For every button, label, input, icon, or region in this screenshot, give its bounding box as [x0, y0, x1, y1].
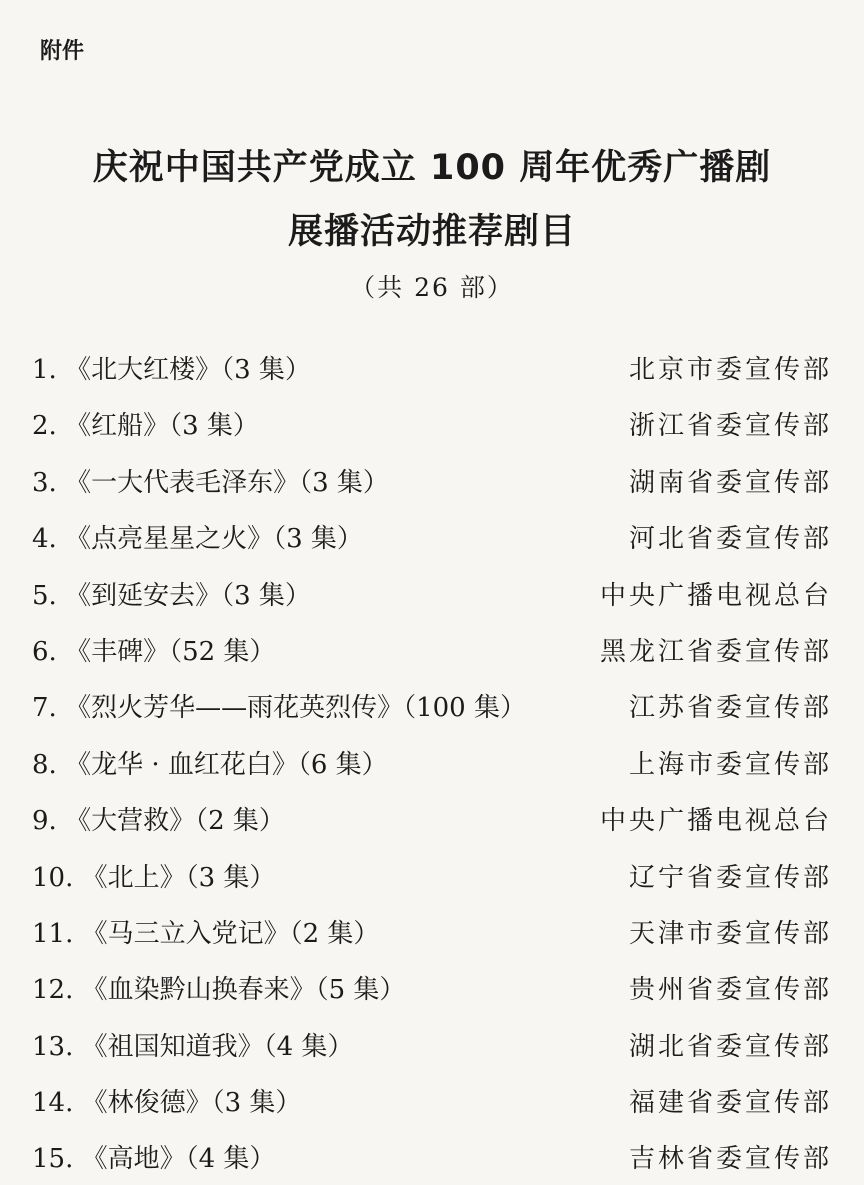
- list-item: [32, 461, 832, 517]
- program-organization: 福建省委宣传部: [628, 1088, 832, 1119]
- list-item: [32, 574, 832, 630]
- program-organization: 天津市委宣传部: [628, 918, 832, 949]
- item-count-subtitle: （共 26 部）: [350, 273, 514, 302]
- list-item: [32, 1137, 832, 1185]
- program-title: 3. 《一大代表毛泽东》（3 集）: [32, 467, 389, 498]
- program-organization: 中央广播电视总台: [599, 580, 832, 611]
- list-item: [32, 968, 832, 1024]
- program-title: 5. 《到延安去》（3 集）: [32, 580, 311, 611]
- program-organization: 中央广播电视总台: [599, 806, 832, 837]
- program-title: 11. 《马三立入党记》（2 集）: [32, 918, 380, 949]
- list-item: [32, 630, 832, 686]
- program-organization: 辽宁省委宣传部: [628, 862, 832, 893]
- program-organization: 河北省委宣传部: [628, 524, 832, 555]
- program-organization: 上海市委宣传部: [628, 749, 832, 780]
- program-title: 7. 《烈火芳华——雨花英烈传》（100 集）: [32, 693, 526, 724]
- program-title: 9. 《大营救》（2 集）: [32, 806, 285, 837]
- program-title: 8. 《龙华 · 血红花白》（6 集）: [32, 749, 388, 780]
- list-item: [32, 799, 832, 855]
- program-organization: 湖北省委宣传部: [628, 1031, 832, 1062]
- program-title: 2. 《红船》（3 集）: [32, 411, 259, 442]
- list-item: [32, 743, 832, 799]
- program-organization: 贵州省委宣传部: [628, 975, 832, 1006]
- program-title: 12. 《血染黔山换春来》（5 集）: [32, 975, 406, 1006]
- list-item: [32, 912, 832, 968]
- program-organization: 浙江省委宣传部: [628, 411, 832, 442]
- program-title: 14. 《林俊德》（3 集）: [32, 1088, 302, 1119]
- program-organization: 北京市委宣传部: [628, 355, 832, 385]
- program-title: 10. 《北上》（3 集）: [32, 862, 276, 893]
- page-title-line2: 展播活动推荐剧目: [287, 212, 576, 252]
- list-item: [32, 856, 832, 912]
- list-item: [32, 517, 832, 573]
- attachment-label: 附件: [40, 39, 85, 64]
- program-list: [32, 348, 832, 1185]
- list-item: [32, 1081, 832, 1137]
- program-title: 15. 《高地》（4 集）: [32, 1144, 276, 1175]
- program-organization: 吉林省委宣传部: [628, 1144, 832, 1175]
- program-title: 6. 《丰碑》（52 集）: [32, 636, 276, 667]
- program-title: 1. 《北大红楼》（3 集）: [32, 355, 311, 385]
- page-title-line1: 庆祝中国共产党成立 100 周年优秀广播剧: [92, 148, 772, 188]
- program-title: 13. 《祖国知道我》（4 集）: [32, 1031, 354, 1062]
- list-item: [32, 404, 832, 460]
- program-title: 4. 《点亮星星之火》（3 集）: [32, 524, 363, 555]
- program-organization: 黑龙江省委宣传部: [599, 636, 832, 667]
- program-organization: 江苏省委宣传部: [628, 693, 832, 724]
- list-item: [32, 1025, 832, 1081]
- program-organization: 湖南省委宣传部: [628, 467, 832, 498]
- list-item: [32, 348, 832, 404]
- list-item: [32, 686, 832, 742]
